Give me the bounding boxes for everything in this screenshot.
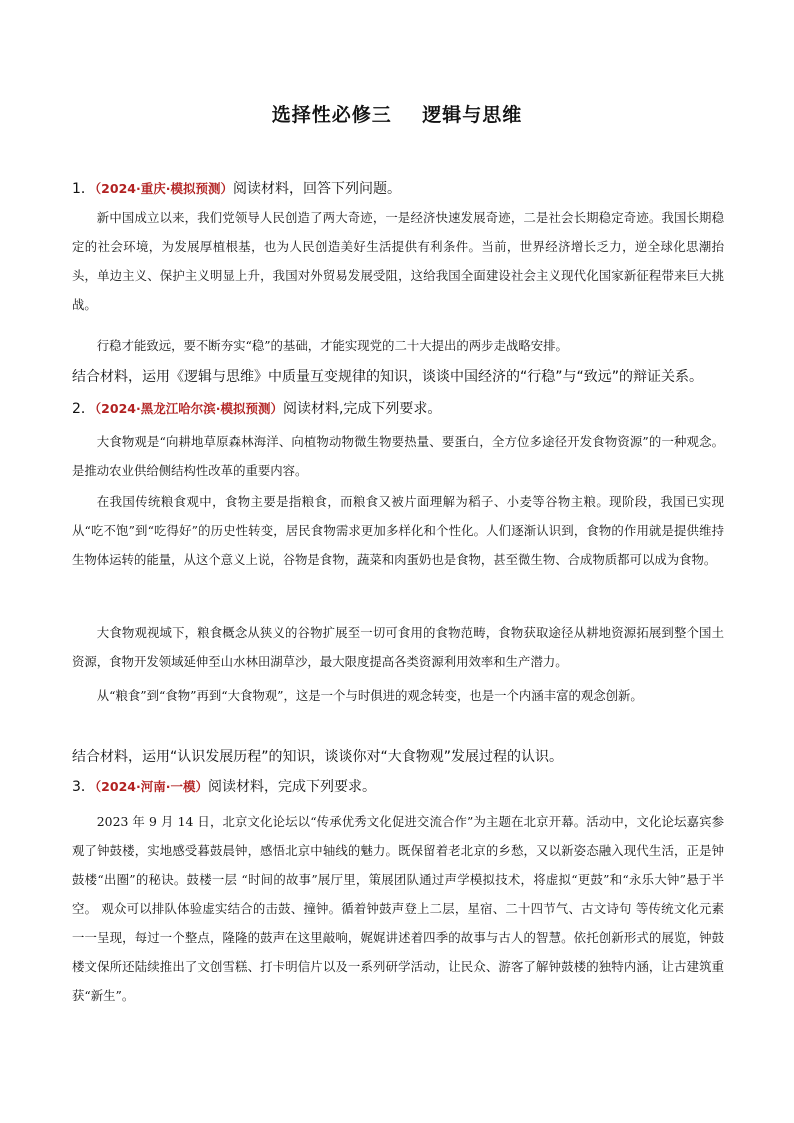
question-source: （2024·黑龙江哈尔滨·模拟预测） bbox=[94, 401, 283, 416]
question-number: 3． bbox=[72, 779, 95, 795]
question-source: （2024·河南·一模） bbox=[94, 779, 208, 794]
question-2-task: 结合材料，运用“认识发展历程”的知识，谈谈你对“大食物观”发展过程的认识。 bbox=[72, 749, 564, 765]
question-1-paragraph-2: 行稳才能致远，要不断夯实“稳”的基础，才能实现党的二十大提出的两步走战略安排。 bbox=[96, 338, 568, 353]
question-source: （2024·重庆·模拟预测） bbox=[94, 181, 233, 196]
question-2-paragraph-4: 从“粮食”到“食物”再到“大食物观”，这是一个与时俱进的观念转变，也是一个内涵丰富的观念创新。 bbox=[96, 688, 643, 703]
question-instruction: 阅读材料,完成下列要求。 bbox=[282, 401, 442, 417]
question-2-paragraph-1: 大食物观是“向耕地草原森林海洋、向植物动物微生物要热量、要蛋白，全方位多途径开发食物资源”的一种观念。是推动农业供给侧结构性改革的重要内容。 bbox=[72, 434, 724, 478]
question-2-paragraph-3: 大食物观视域下，粮食概念从狭义的谷物扩展至一切可食用的食物范畴，食物获取途径从耕地资源拓展到整个国土资源，食物开发领域延伸至山水林田湖草沙，最大限度提高各类资源利用效率和生产潜力。 bbox=[72, 625, 724, 669]
question-number: 1． bbox=[72, 181, 95, 197]
question-instruction: 阅读材料，完成下列要求。 bbox=[207, 779, 376, 795]
question-1-task: 结合材料，运用《逻辑与思维》中质量互变规律的知识，谈谈中国经济的“行稳”与“致远”的辩证关系。 bbox=[72, 369, 704, 385]
question-instruction: 阅读材料，回答下列问题。 bbox=[232, 181, 401, 197]
question-2-header bbox=[72, 398, 441, 418]
question-1-header bbox=[72, 178, 401, 198]
question-2-paragraph-2: 在我国传统粮食观中，食物主要是指粮食，而粮食又被片面理解为稻子、小麦等谷物主粮。现阶段，我国已实现从“吃不饱”到“吃得好”的历史性转变，居民食物需求更加多样化和个性化。人们逐渐认识到，食物的作用就是提供维持生物体运转的能量，从这个意义上说，谷物是食物，蔬菜和肉蛋奶也是食物，甚至微生物、合成物质都可以成为食物。 bbox=[72, 494, 724, 567]
question-3-paragraph-1: 2023 年 9 月 14 日，北京文化论坛以“传承优秀文化促进交流合作”为主题在北京开幕。活动中，文化论坛嘉宾参观了钟鼓楼，实地感受暮鼓晨钟，感悟北京中轴线的魅力。既保留着老北京的乡愁，又以新姿态融入现代生活，正是钟鼓楼“出圈”的秘诀。鼓楼一层 “时间的故事”展厅里，策展团队通过声学模拟技术，将虚拟“更鼓”和“永乐大钟”悬于半空。 观众可以排队体验虚实结合的击鼓、撞钟。循着钟鼓声登上二层，星宿、二十四节气、古文诗句 等传统文化元素一一呈现，每过一个整点，隆隆的鼓声在这里敲响，娓娓讲述着四季的故事与古人的智慧。依托创新形式的展览，钟鼓楼文保所还陆续推出了文创雪糕、打卡明信片以及一系列研学活动，让民众、游客了解钟鼓楼的独特内涵，让古建筑重获“新生”。 bbox=[72, 814, 724, 1003]
question-1-paragraph-1: 新中国成立以来，我们党领导人民创造了两大奇迹，一是经济快速发展奇迹，二是社会长期稳定奇迹。我国长期稳定的社会环境，为发展厚植根基，也为人民创造美好生活提供有利条件。当前，世界经济增长乏力，逆全球化思潮抬头，单边主义、保护主义明显上升，我国对外贸易发展受阻，这给我国全面建设社会主义现代化国家新征程带来巨大挑战。 bbox=[72, 210, 724, 312]
page-title: 选择性必修三 逻辑与思维 bbox=[271, 104, 523, 126]
question-number: 2． bbox=[72, 401, 95, 417]
question-3-header bbox=[72, 776, 376, 796]
